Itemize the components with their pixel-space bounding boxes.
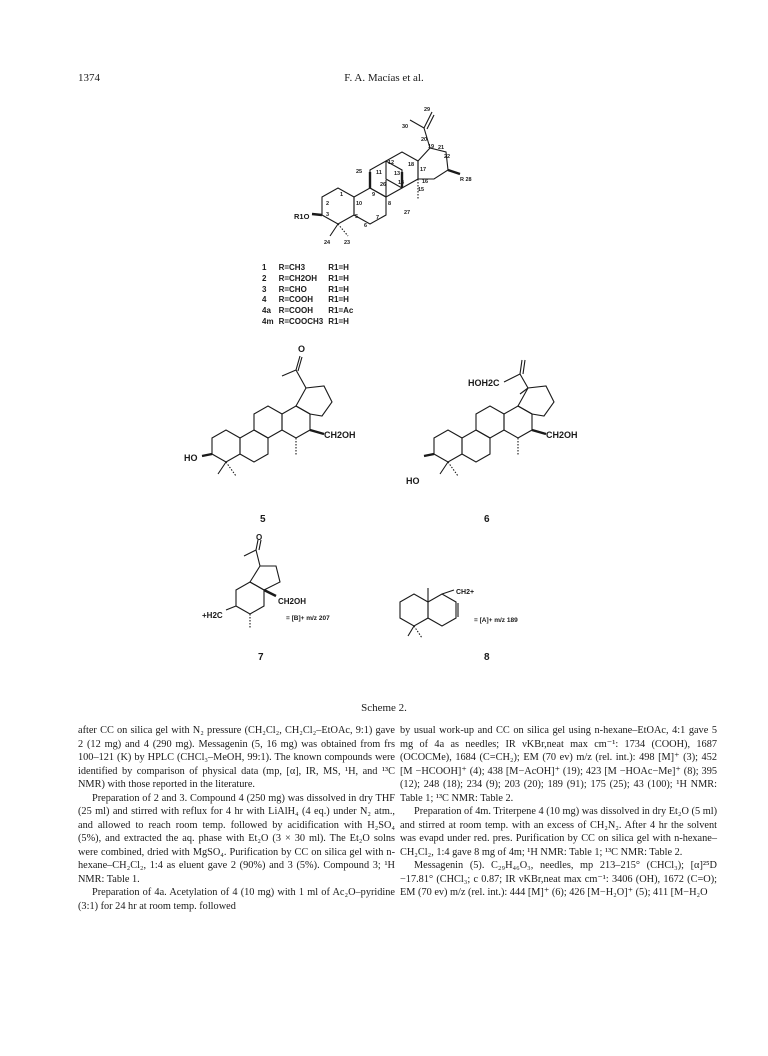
atom-label: 15 — [418, 187, 425, 193]
compound-6-label: 6 — [484, 514, 490, 525]
compound-7-ion: = [B]+ m/z 207 — [286, 615, 330, 622]
substituent-r: R=COOH — [278, 306, 314, 316]
compound-7-h2c: +H2C — [202, 611, 223, 620]
paragraph: Preparation of 2 and 3. Compound 4 (250 mg) was dissolved in dry THF (25 ml) and stirred with reflux for 4 hr with LiAlH₄ (4 eq.) under N₂ atm., and allowed to reach room temp. followed by acidification with H₂SO₄ (5%), and extracted the aq. phase with Et₂O (3 × 30 ml). The Et₂O solns were combined, dried with MgSO₄. Purification by CC on silica gel with n-hexane–CH₂Cl₂, 1:4 as eluent gave 2 (90%) and 3 (5%). Compound 3; ¹H NMR: Table 1. — [78, 792, 395, 885]
substituent-r1: R1=H — [328, 273, 349, 283]
atom-label: 20 — [421, 137, 428, 143]
atom-label: 25 — [356, 169, 363, 175]
atom-label: 2 — [326, 201, 330, 207]
atom-label: 5 — [355, 214, 359, 220]
paragraph: by usual work-up and CC on silica gel using n-hexane–EtOAc, 4:1 gave 5 mg of 4a as needles; IR νKBr,neat max cm⁻¹: 1734 (COOH), 1687 (OCOCMe), 1684 (C=CH₂); EM (70 ev) m/z (rel. int.): 498 [M]⁺ (3); 452 [M −HCOOH]⁺ (4); 438 [M−AcOH]⁺ (19); 423 [M −HOAc−Me]⁺ (8); 395 (12); 248 (18); 234 (9); 203 (20); 189 (91); 175 (25); 43 (100); ¹H NMR: Table 1; ¹³C NMR: Table 2. — [400, 725, 717, 804]
atom-label: 21 — [438, 145, 445, 151]
page-number: 1374 — [78, 72, 100, 84]
atom-label: 29 — [424, 107, 431, 113]
atom-label: 10 — [356, 201, 363, 207]
substituent-r1: R1=Ac — [328, 306, 354, 316]
compound-id: 2 — [262, 273, 267, 283]
compound-8-ch2: CH2+ — [456, 589, 475, 596]
atom-label: 18 — [408, 162, 415, 168]
atom-label: R 28 — [460, 177, 472, 183]
atom-label: 23 — [344, 240, 351, 246]
atom-label: 17 — [420, 167, 427, 173]
table-row — [262, 263, 358, 274]
compound-id: 4m — [262, 316, 274, 326]
compound-8-ion: = [A]+ m/z 189 — [474, 617, 518, 624]
left-text-column — [78, 724, 395, 913]
compound-5-ho: HO — [184, 453, 198, 463]
atom-label: 11 — [376, 170, 382, 176]
atom-label: 3 — [326, 212, 330, 218]
substituent-r: R=CH3 — [278, 263, 306, 272]
substituent-r1: R1=H — [328, 284, 349, 294]
paragraph: Preparation of 4a. Acetylation of 4 (10 mg) with 1 ml of Ac₂O–pyridine (3:1) for 24 hr at room temp. followed — [78, 887, 395, 912]
compound-5-label: 5 — [260, 514, 266, 525]
table-row — [262, 306, 358, 317]
substituent-r1: R1=H — [328, 295, 349, 305]
compound-8-label: 8 — [484, 652, 490, 663]
main-triterpene-skeleton — [312, 112, 460, 236]
atom-label: 6 — [364, 223, 368, 229]
atom-label: 7 — [376, 215, 380, 221]
compound-5-structure — [202, 356, 332, 476]
atom-label: 8 — [388, 201, 392, 207]
compound-7-o: O — [256, 533, 263, 542]
paragraph: after CC on silica gel with N₂ pressure (CH₂Cl₂, CH₂Cl₂–EtOAc, 9:1) gave 2 (12 mg) and 4 (290 mg). Messagenin (5, 16 mg) was obtained from frs 100–121 (K) by HPLC (CHCl₃–MeOH, 99:1). The known compounds were identified by comparison of physical data (mp, [α], IR, MS, ¹H, and ¹³C NMR) with those reported in the literature. — [78, 725, 395, 790]
compound-6-hoh2c: HOH2C — [468, 378, 500, 388]
running-head: F. A. Macías et al. — [344, 72, 424, 84]
substituent-r: R=CHO — [278, 284, 307, 294]
atom-label-r1o: R1O — [294, 212, 310, 221]
compound-5-o: O — [298, 344, 306, 354]
compound-7-label: 7 — [258, 652, 264, 663]
atom-label: 27 — [404, 210, 411, 216]
compound-id: 4 — [262, 295, 267, 305]
substituent-r: R=COOCH3 — [278, 316, 324, 326]
compound-8-structure — [400, 588, 458, 638]
compound-7-structure — [226, 540, 280, 628]
paragraph: Preparation of 4m. Triterpene 4 (10 mg) was dissolved in dry Et₂O (5 ml) and stirred at room temp. with an excess of CH₂N₂. After 4 hr the solvent was evapd under red. pres. Purification by CC on silica gel with n-hexane–CH₂Cl₂, 1:4 gave 8 mg of 4m; ¹H NMR: Table 1; ¹³C NMR: Table 2. — [400, 806, 717, 858]
compound-id: 3 — [262, 284, 267, 294]
atom-label: 13 — [394, 171, 401, 177]
scheme-caption: Scheme 2. — [361, 702, 407, 714]
compound-5-ch2oh: CH2OH — [324, 430, 356, 440]
compound-7-ch2oh: CH2OH — [278, 597, 307, 606]
atom-label: 30 — [402, 124, 409, 130]
paragraph: Messagenin (5). C₂₉H₄₆O₃, needles, mp 213–215° (CHCl₃); [α]²⁵D −17.81° (CHCl₃; c 0.87; IR νKBr,neat max cm⁻¹: 3406 (OH), 1672 (C=O); EM (70 ev) m/z (rel. int.): 444 [M]⁺ (6); 426 [M−H₂O]⁺ (5); 411 [M−H₂O — [400, 860, 717, 898]
atom-label: 14 — [398, 180, 405, 186]
compound-id: 4a — [262, 306, 271, 316]
compound-6-ch2oh: CH2OH — [546, 430, 578, 440]
table-row — [262, 274, 358, 285]
atom-label: 16 — [422, 179, 429, 185]
atom-label: 19 — [428, 144, 435, 150]
atom-label: 26 — [380, 182, 387, 188]
right-text-column — [400, 724, 717, 900]
substituent-r1: R1=H — [328, 316, 349, 326]
substituent-r: R=COOH — [278, 295, 314, 305]
table-row — [262, 285, 358, 296]
compound-6-ho: HO — [406, 476, 420, 486]
compound-id: 1 — [262, 263, 267, 272]
atom-label: 1 — [340, 192, 344, 198]
atom-label: 24 — [324, 240, 331, 246]
table-row — [262, 317, 358, 328]
atom-label: 9 — [372, 192, 376, 198]
atom-label: 12 — [388, 160, 395, 166]
table-row — [262, 295, 358, 306]
atom-label: 22 — [444, 154, 451, 160]
substituent-r1: R1=H — [328, 263, 349, 272]
substituent-r: R=CH2OH — [278, 273, 318, 283]
compound-substituent-table — [262, 263, 358, 328]
